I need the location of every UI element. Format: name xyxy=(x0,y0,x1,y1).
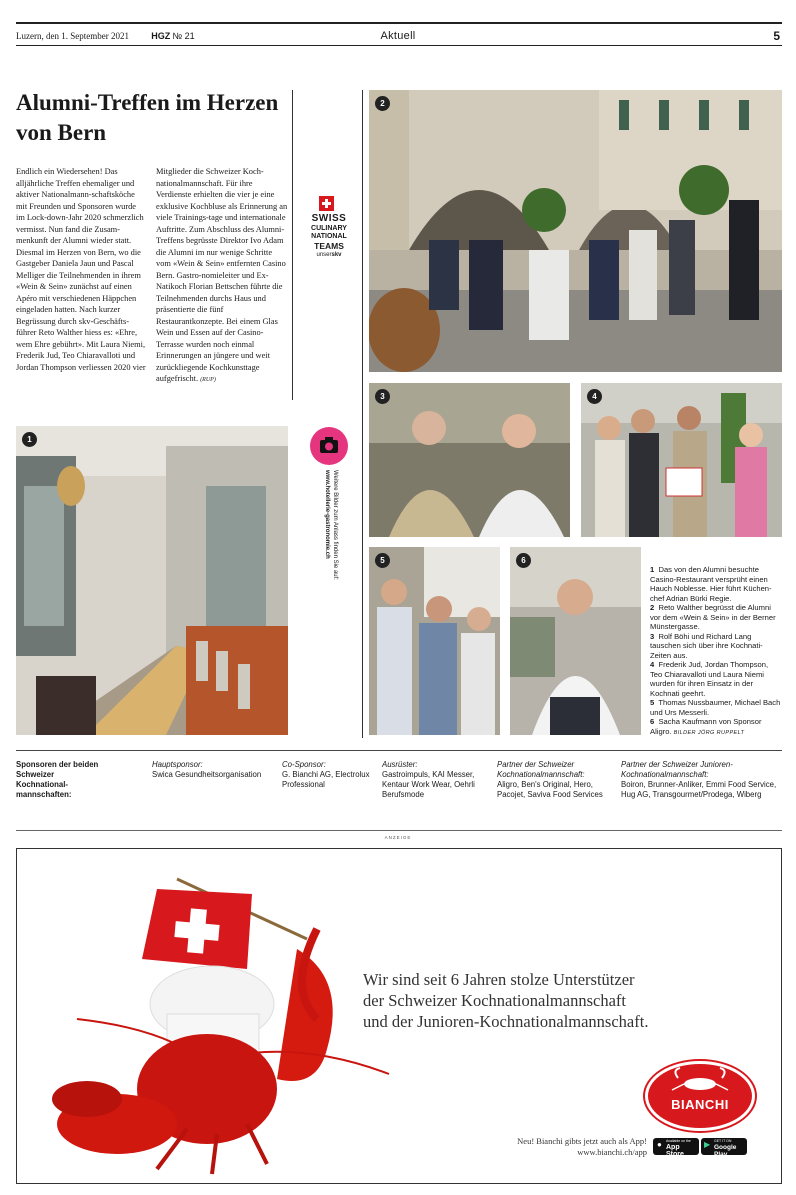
bianchi-ad[interactable] xyxy=(16,848,782,1184)
side-note-line-1: Weitere Bilder zum Anlass finden Sie auf: xyxy=(332,470,338,580)
photo-captions xyxy=(650,565,782,738)
sponsor-group-5 xyxy=(621,760,782,800)
sponsor-group-5-label: Partner der Schweizer Junioren-Kochnationalmannschaft: xyxy=(621,760,733,779)
logo-line-2: CULINARY xyxy=(311,225,347,232)
ad-headline-line-3: und der Junioren-Kochnationalmannschaft. xyxy=(363,1012,649,1031)
sponsor-group-3-label: Ausrüster: xyxy=(382,760,418,769)
caption-4: 4 Frederik Jud, Jordan Thompson, Teo Chiaravalloti und Laura Niemi wurden für ihren Einsatz in der Kochnati geehrt. xyxy=(650,660,769,698)
caption-1: 1 Das von den Alumni besuchte Casino-Restaurant versprüht einen Hauch Noblesse. Hier führt Küchen-chef Adrian Bürki Regie. xyxy=(650,565,772,603)
photo-4-number: 4 xyxy=(587,389,602,404)
sponsor-group-4-text: Aligro, Ben's Original, Hero, Pacojet, Saviva Food Services xyxy=(497,780,603,799)
header-top-rule xyxy=(16,22,782,24)
photo-2 xyxy=(369,90,782,372)
article-column-2-text: Mitglieder die Schweizer Koch-nationalmannschaft. Für ihre Verdienste erhielten die vier je eine exklusive Kochbluse als Erinnerung an viele Trainings-tage und internationale Auftritte. Zum Abschluss des Alumni-Treffens begrüsste Direktor Ivo Adam die Alumni im nur wenige Schritte vom «Wein & Sein» entfernten Casino Bern. Gastro-nomieleiter und Ex-Natikoch Florian Bettschen führte die Teilnehmenden durchs Haus und präsentierte die fünf Restaurantkonzepte. Bei einem Glas Wein und Essen auf der Casino-Terrasse wurden noch einmal Erinnerungen an jüngere und weit zurückliegende Kochkunsttage aufgefrischt. xyxy=(156,167,288,383)
lobster-logo-icon xyxy=(648,1064,752,1128)
app-store-button[interactable] xyxy=(653,1138,699,1158)
sponsor-group-3 xyxy=(382,760,488,800)
app-store-small: Available on the xyxy=(666,1139,691,1143)
app-promo xyxy=(457,1136,647,1158)
camera-badge xyxy=(310,427,348,465)
photo-5 xyxy=(369,547,500,735)
photo-5-image xyxy=(369,547,500,735)
app-store-label: App Store xyxy=(666,1144,684,1158)
caption-5: 5 Thomas Nussbaumer, Michael Bach und Urs Messerli. xyxy=(650,698,781,717)
apple-icon: ● xyxy=(657,1140,662,1149)
photo-3-number: 3 xyxy=(375,389,390,404)
logo-line-3: NATIONAL xyxy=(311,233,347,240)
column-divider-1 xyxy=(292,90,293,400)
sponsor-group-2 xyxy=(282,760,374,790)
ad-label: ANZEIGE xyxy=(381,835,416,840)
ad-label-wrap xyxy=(0,826,796,844)
swiss-culinary-logo xyxy=(303,196,355,259)
caption-3: 3 Rolf Böhi und Richard Lang tauschen sich über ihre Kochnati-Zeiten aus. xyxy=(650,631,763,660)
google-play-small: GET IT ON xyxy=(714,1139,732,1143)
byline: (RUP) xyxy=(200,377,216,383)
brand-name: BIANCHI xyxy=(671,1097,729,1112)
column-divider-2 xyxy=(362,90,363,738)
sponsors-heading: Sponsoren der beiden Schweizer Kochnational-mannschaften: xyxy=(16,760,99,799)
sponsor-group-1 xyxy=(152,760,272,780)
lobster-chef-illustration xyxy=(17,849,397,1183)
caption-6: 6 Sacha Kaufmann von Sponsor Aligro. BILDER JÖRG RUPPELT xyxy=(650,717,762,736)
photo-3 xyxy=(369,383,570,537)
side-note xyxy=(314,470,348,590)
photo-2-image xyxy=(369,90,782,372)
logo-org-prefix: unser xyxy=(316,252,332,258)
app-promo-text: Neu! Bianchi gibts jetzt auch als App! xyxy=(517,1136,647,1146)
article-title: Alumni-Treffen im Herzen von Bern xyxy=(16,90,279,145)
photo-3-image xyxy=(369,383,570,537)
header-bottom-rule xyxy=(16,45,782,46)
issue-number: № 21 xyxy=(172,31,195,41)
caption-2: 2 Reto Walther begrüsst die Alumni vor dem «Wein & Sein» in der Berner Münstergasse. xyxy=(650,603,776,631)
photo-6 xyxy=(510,547,641,735)
photo-1-number: 1 xyxy=(22,432,37,447)
google-play-label: Google Play xyxy=(714,1144,737,1158)
camera-icon xyxy=(310,427,348,465)
dateline-text: Luzern, den 1. September 2021 xyxy=(16,31,129,41)
photo-4-image xyxy=(581,383,782,537)
page-number: 5 xyxy=(773,29,780,43)
bianchi-logo xyxy=(645,1061,755,1131)
sponsor-group-1-text: Swica Gesundheitsorganisation xyxy=(152,770,262,779)
side-note-link[interactable]: www.hotellerie-gastronomie.ch xyxy=(324,470,330,559)
photo-4 xyxy=(581,383,782,537)
ad-headline-line-1: Wir sind seit 6 Jahren stolze Unterstützer xyxy=(363,970,635,989)
section-name: Aktuell xyxy=(380,30,416,42)
photo-5-number: 5 xyxy=(375,553,390,568)
article-column-2 xyxy=(156,166,288,387)
sponsor-group-4-label: Partner der Schweizer Kochnationalmannschaft: xyxy=(497,760,585,779)
photo-6-number: 6 xyxy=(516,553,531,568)
sponsors-rule xyxy=(16,750,782,751)
photo-1-image xyxy=(16,426,288,735)
article-column-1 xyxy=(16,166,146,373)
paper-name: HGZ xyxy=(151,31,171,41)
article-column-1-text: Endlich ein Wiedersehen! Das alljährliche Treffen ehemaliger und aktiver Nationalmann-schaftsköche mit Freunden und Sponsoren wurde im Lock-down-Jahr 2020 schmerzlich vermisst. Nun fand die Zusam-menkunft der Alumni wieder statt. Diesmal im Herzen von Bern, wo die Gastgeber Daniela Jaun und Pascal Melliger die Teilnehmenden in ihrem «Wein & Sein» zunächst auf einen Apéro mit verschiedenen Häppchen eingeladen hatten. Nach kurzer Begrüssung durch skv-Geschäfts-führer Reto Walther hiess es: «Ehre, wem Ehre gebührt». Mit Laura Niemi, Frederik Jud, Teo Chiaravalloti und Jordan Thompson verliessen 2020 vier xyxy=(16,167,146,372)
sponsor-group-4 xyxy=(497,760,613,800)
photo-1 xyxy=(16,426,288,735)
photo-2-number: 2 xyxy=(375,96,390,111)
ad-headline-line-2: der Schweizer Kochnationalmannschaft xyxy=(363,991,626,1010)
ad-headline xyxy=(363,969,763,1032)
swiss-flag-icon xyxy=(319,196,334,211)
logo-org xyxy=(303,251,355,259)
logo-org-name: skv xyxy=(331,252,342,258)
sponsor-group-2-text: G. Bianchi AG, Electrolux Professional xyxy=(282,770,370,789)
logo-line-4: TEAMS xyxy=(314,241,344,251)
logo-line-1: SWISS xyxy=(311,213,347,224)
app-promo-url[interactable]: www.bianchi.ch/app xyxy=(577,1147,647,1157)
photo-6-image xyxy=(510,547,641,735)
sponsor-group-2-label: Co-Sponsor: xyxy=(282,760,326,769)
sponsor-group-3-text: Gastroimpuls, KAI Messer, Kentaur Work Wear, Oehrli Berufsmode xyxy=(382,770,475,799)
sponsor-group-1-label: Hauptsponsor: xyxy=(152,760,203,769)
sponsor-group-5-text: Boiron, Brunner-Anliker, Emmi Food Service, Hug AG, Transgourmet/Prodega, Wiberg xyxy=(621,780,777,799)
photo-credit: BILDER JÖRG RUPPELT xyxy=(673,729,745,736)
google-play-button[interactable] xyxy=(701,1138,747,1158)
play-icon: ▶ xyxy=(704,1140,711,1149)
